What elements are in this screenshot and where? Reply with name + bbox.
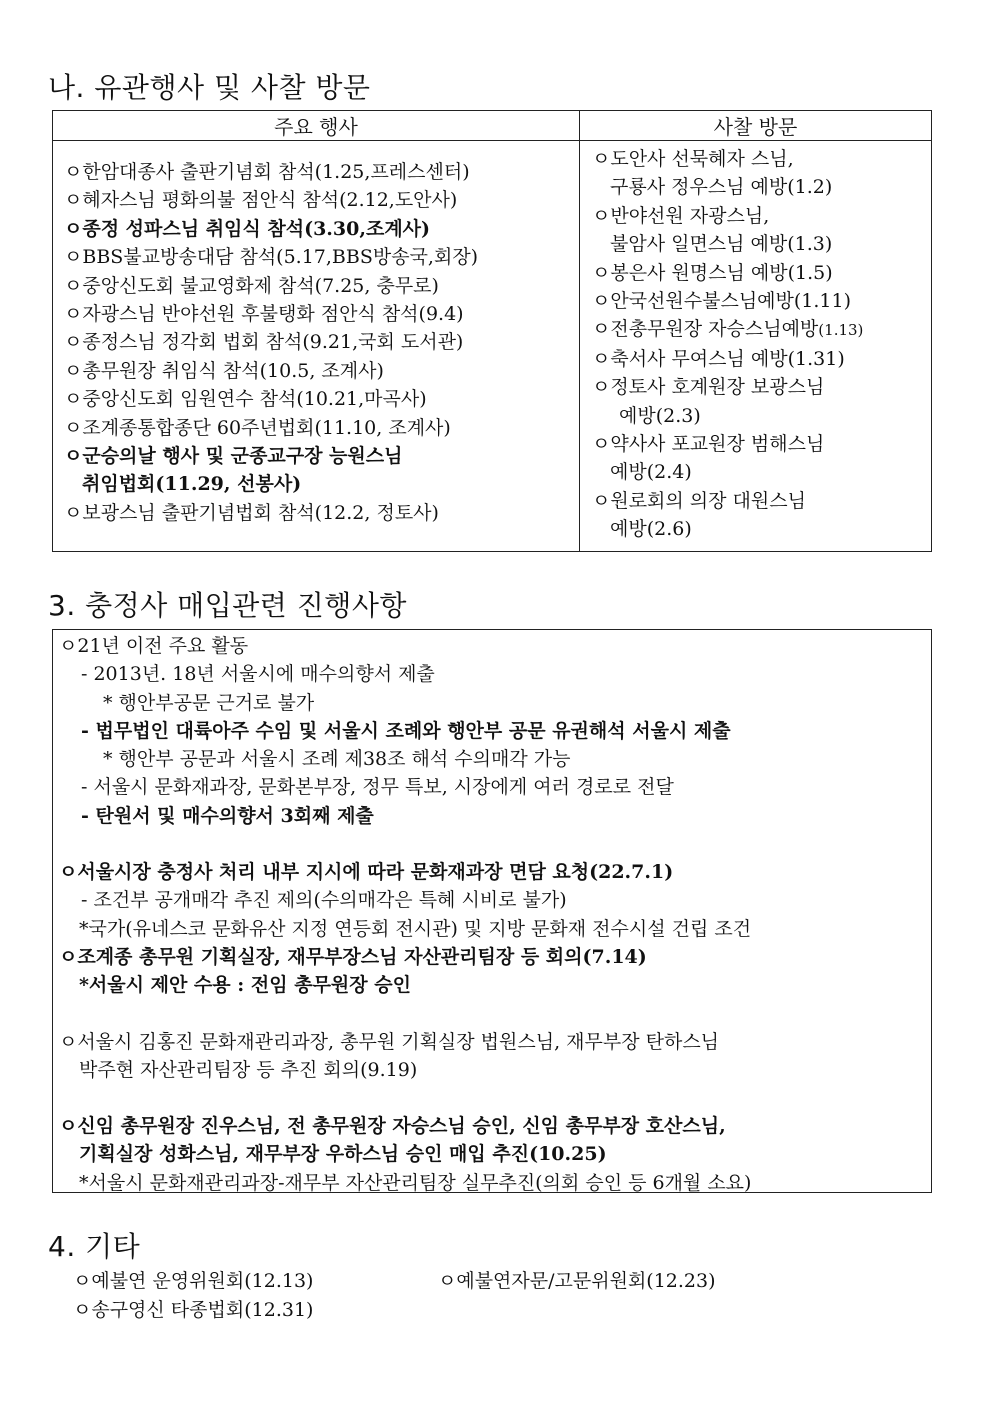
events-visits-table — [52, 110, 932, 552]
visit-item — [592, 373, 923, 401]
visit-item-text: 불암사 일면스님 예방(1.3) — [610, 233, 833, 256]
visit-item-text: 예방(2.6) — [610, 518, 692, 541]
event-item: ㅇBBS불교방송대담 참석(5.17,BBS방송국,회장) — [64, 246, 479, 269]
progress-line: * 행안부공문 근거로 불가 — [103, 691, 315, 714]
visits-list — [580, 141, 932, 552]
progress-line: - 조건부 공개매각 추진 제의(수의매각은 특혜 시비로 불가) — [81, 889, 567, 912]
visits-column-header: 사찰 방문 — [580, 111, 932, 141]
progress-line: - 법무법인 대륙아주 수임 및 서울시 조례와 행안부 공문 유권해석 서울시 제출 — [81, 719, 731, 742]
visit-item — [592, 259, 923, 287]
progress-line: ㅇ조계종 총무원 기획실장, 재무부장스님 자산관리팀장 등 회의(7.14) — [59, 945, 647, 968]
visit-item — [592, 230, 923, 258]
events-list — [53, 141, 580, 552]
visit-item-text: ㅇ안국선원수불스님예방(1.11) — [592, 290, 852, 313]
event-item: ㅇ한암대종사 출판기념회 참석(1.25,프레스센터) — [64, 161, 470, 183]
event-item: 취임법회(11.29, 선봉사) — [82, 473, 302, 496]
visit-item — [592, 487, 923, 515]
visit-item — [592, 287, 923, 315]
progress-line: 기획실장 성화스님, 재무부장 우하스님 승인 매입 추진(10.25) — [79, 1143, 607, 1166]
event-item: ㅇ총무원장 취임식 참석(10.5, 조계사) — [64, 359, 384, 382]
visit-item-text: ㅇ원로회의 의장 대원스님 — [592, 489, 806, 512]
visit-item-text: ㅇ정토사 호계원장 보광스님 — [592, 376, 825, 399]
visit-item — [592, 458, 923, 486]
progress-line: *국가(유네스코 문화유산 지정 연등회 전시관) 및 지방 문화재 전수시설 건립 조건 — [79, 917, 752, 940]
visit-item-text: ㅇ봉은사 원명스님 예방(1.5) — [592, 261, 833, 284]
visit-item — [592, 145, 923, 173]
visit-item-text: 예방(2.3) — [619, 404, 701, 427]
event-item: ㅇ중앙신도회 임원연수 참석(10.21,마곡사) — [64, 388, 427, 411]
section-3-title: 3. 충정사 매입관련 진행사항 — [48, 589, 407, 622]
progress-line: ㅇ신임 총무원장 진우스님, 전 총무원장 자승스님 승인, 신임 총무부장 호산스님, — [59, 1115, 726, 1138]
progress-line: - 서울시 문화재과장, 문화본부장, 정무 특보, 시장에게 여러 경로로 전달 — [81, 776, 674, 799]
progress-line: 박주현 자산관리팀장 등 추진 회의(9.19) — [79, 1058, 418, 1081]
other-item: ㅇ송구영신 타종법회(12.31) — [73, 1299, 314, 1321]
visit-item — [592, 202, 923, 230]
progress-box — [52, 629, 932, 1193]
visit-item — [592, 173, 923, 201]
visit-item-date: (1.13) — [818, 321, 864, 340]
event-item: ㅇ중앙신도회 불교영화제 참석(7.25, 충무로) — [64, 274, 439, 297]
event-item: ㅇ혜자스님 평화의불 점안식 참석(2.12,도안사) — [64, 189, 458, 212]
visit-item-text: ㅇ약사사 포교원장 범해스님 — [592, 433, 825, 456]
visit-item — [592, 515, 923, 543]
visit-item-text: 예방(2.4) — [610, 461, 692, 484]
event-item: ㅇ보광스님 출판기념법회 참석(12.2, 정토사) — [64, 501, 439, 524]
other-item: ㅇ예불연 운영위원회(12.13) — [73, 1270, 314, 1292]
event-item: ㅇ종정스님 정각회 법회 참석(9.21,국회 도서관) — [64, 331, 464, 354]
event-item: ㅇ종정 성파스님 취임식 참석(3.30,조계사) — [64, 217, 431, 240]
visit-item-text: ㅇ도안사 선묵혜자 스님, — [592, 148, 794, 170]
event-item: ㅇ조계종통합종단 60주년법회(11.10, 조계사) — [64, 416, 451, 439]
visit-item-text: ㅇ전총무원장 자승스님예방 — [592, 318, 819, 341]
visit-item-text: ㅇ반야선원 자광스님, — [592, 204, 770, 227]
progress-line: ㅇ서울시 김홍진 문화재관리과장, 총무원 기획실장 법원스님, 재무부장 탄하스님 — [59, 1030, 720, 1053]
visit-item-text: ㅇ축서사 무여스님 예방(1.31) — [592, 347, 845, 370]
progress-line: * 행안부 공문과 서울시 조례 제38조 해석 수의매각 가능 — [103, 748, 571, 771]
visit-item — [592, 430, 923, 458]
progress-line: *서울시 문화재관리과장-재무부 자산관리팀장 실무추진(의회 승인 등 6개월 소요) — [79, 1171, 752, 1194]
progress-line: - 2013년. 18년 서울시에 매수의향서 제출 — [81, 663, 435, 686]
section-na-title: 나. 유관행사 및 사찰 방문 — [48, 71, 371, 104]
visit-item — [592, 315, 923, 344]
blank-line — [59, 1000, 925, 1028]
visit-item-text: 구룡사 정우스님 예방(1.2) — [610, 176, 833, 199]
progress-line: ㅇ21년 이전 주요 활동 — [59, 635, 249, 657]
section-4-title: 4. 기타 — [48, 1230, 141, 1263]
progress-line: *서울시 제안 수용 : 전임 총무원장 승인 — [79, 974, 411, 997]
blank-line — [59, 1084, 925, 1112]
other-item: ㅇ예불연자문/고문위원회(12.23) — [438, 1270, 716, 1292]
visit-item — [592, 402, 923, 430]
blank-line — [59, 830, 925, 858]
event-item: ㅇ군승의날 행사 및 군종교구장 능원스님 — [64, 445, 403, 468]
visit-item — [592, 345, 923, 373]
events-column-header: 주요 행사 — [53, 111, 580, 141]
progress-line: - 탄원서 및 매수의향서 3회째 제출 — [81, 804, 374, 827]
progress-line: ㅇ서울시장 충정사 처리 내부 지시에 따라 문화재과장 면담 요청(22.7.1) — [59, 861, 674, 884]
event-item: ㅇ자광스님 반야선원 후불탱화 점안식 참석(9.4) — [64, 303, 464, 326]
